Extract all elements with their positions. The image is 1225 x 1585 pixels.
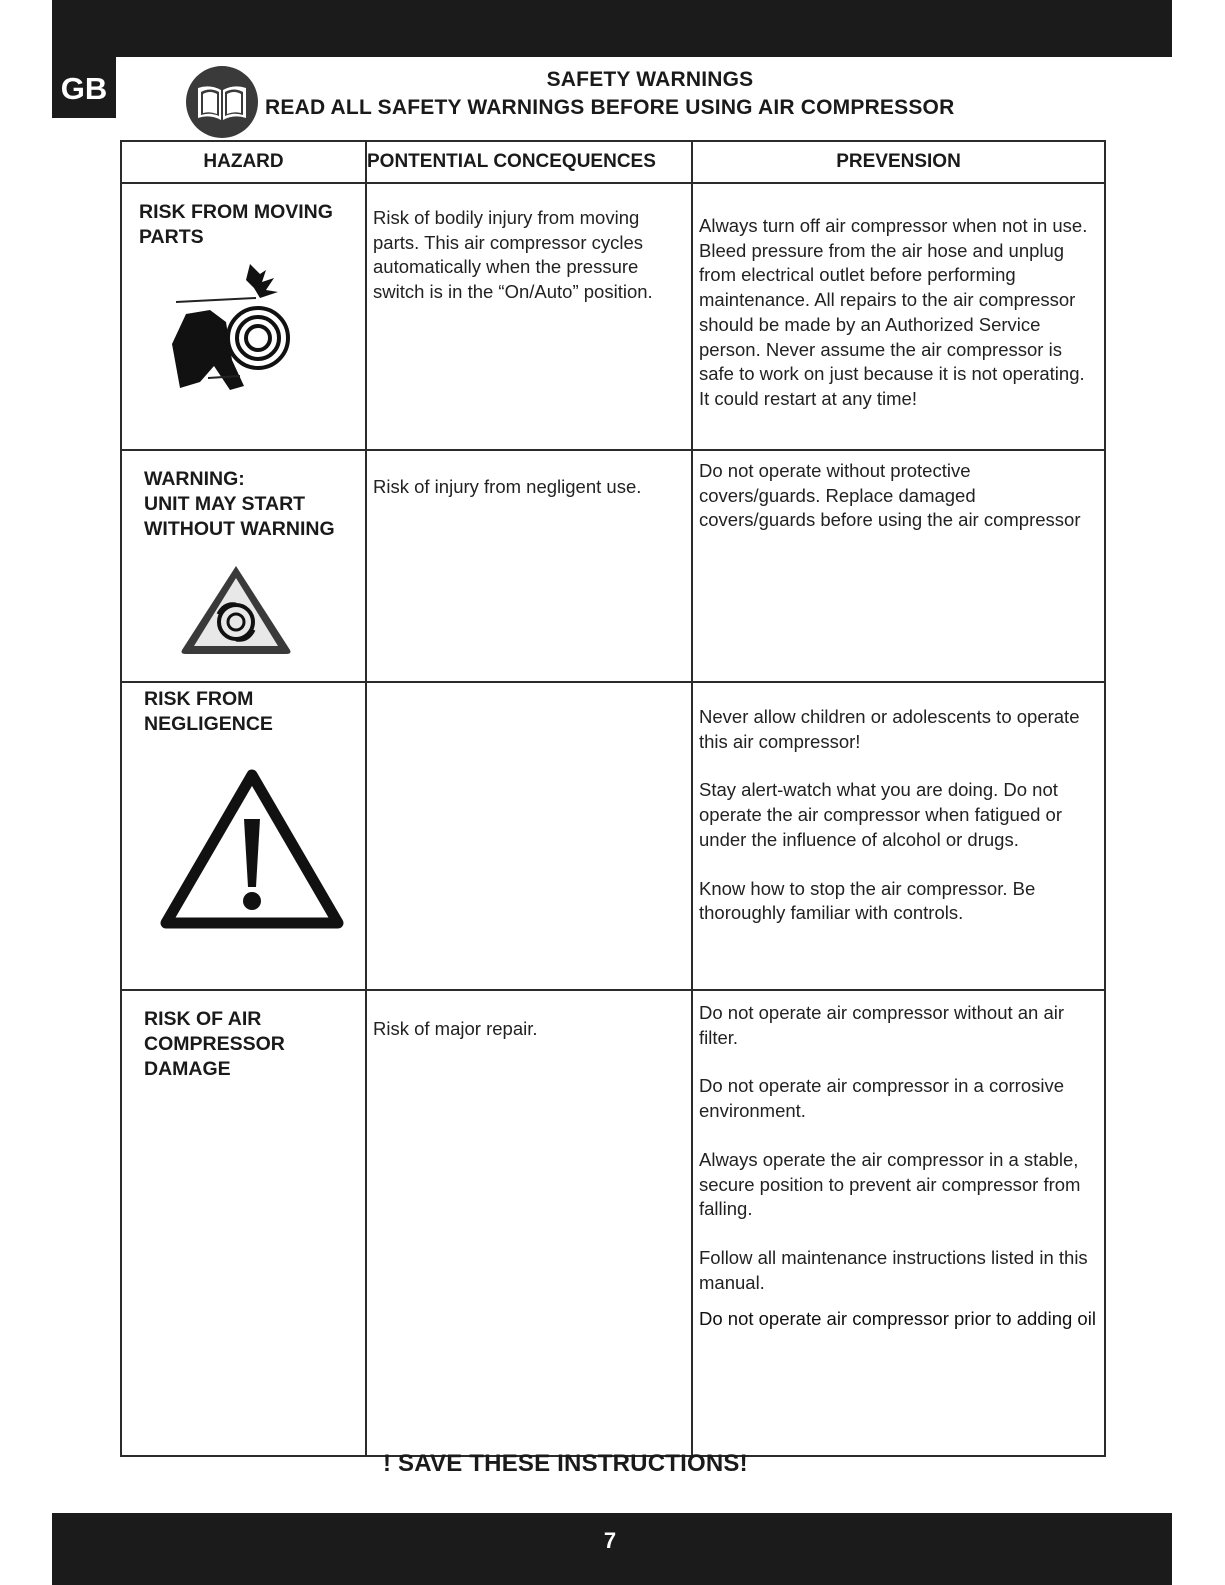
- book-icon: [186, 66, 258, 138]
- prevention-item: Never allow children or adolescents to operate this air compressor!: [699, 706, 1080, 752]
- hazard-cell: [121, 990, 366, 1456]
- top-bar: [52, 0, 1172, 57]
- prevention-list: [699, 459, 1096, 533]
- region-tab: GB: [52, 57, 116, 118]
- automatic-start-warning-icon: [178, 562, 365, 661]
- moving-parts-hand-icon: [170, 262, 365, 405]
- prevention-cell: [692, 183, 1105, 450]
- table-row: [121, 682, 1105, 990]
- prevention-item: Know how to stop the air compressor. Be thoroughly familiar with controls.: [699, 877, 1036, 924]
- table-row: [121, 990, 1105, 1456]
- table-row: [121, 183, 1105, 450]
- prevention-item: Do not operate air compressor in a corrosive environment.: [699, 1075, 1065, 1122]
- hazard-cell: [121, 183, 366, 450]
- safety-table: [120, 140, 1106, 1457]
- page-number: 7: [603, 1528, 617, 1553]
- hazard-cell: [121, 450, 366, 682]
- prevention-item: Do not operate air compressor prior to adding oil: [699, 1308, 1096, 1330]
- hazard-title: RISK OF AIR COMPRESSOR DAMAGE: [144, 1008, 285, 1080]
- consequence-text: Risk of injury from negligent use.: [373, 476, 642, 497]
- prevention-cell: [692, 990, 1105, 1456]
- column-header-prevention: PREVENSION: [692, 141, 1105, 183]
- exclamation-warning-icon: [160, 769, 365, 936]
- hazard-title: RISK FROM MOVING PARTS: [139, 201, 333, 248]
- hazard-title: WARNING: UNIT MAY START WITHOUT WARNING: [144, 468, 335, 540]
- prevention-item: Follow all maintenance instructions listed in this manual.: [699, 1246, 1088, 1293]
- prevention-cell: [692, 450, 1105, 682]
- hazard-title: RISK FROM NEGLIGENCE: [144, 688, 273, 735]
- consequence-cell: [366, 990, 692, 1456]
- save-instructions-notice: ! SAVE THESE INSTRUCTIONS!: [383, 1450, 748, 1477]
- table-header-row: [121, 141, 1105, 183]
- consequence-text: Risk of major repair.: [373, 1018, 538, 1039]
- column-header-consequences: PONTENTIAL CONCEQUENCES: [366, 141, 692, 183]
- consequence-text: Risk of bodily injury from moving parts. This air compressor cycles automatically when the pressure switch is in the “On/Auto” position.: [373, 207, 653, 303]
- prevention-item: Do not operate air compressor without an air filter.: [699, 1002, 1065, 1048]
- consequence-cell: [366, 682, 692, 990]
- prevention-item: Stay alert-watch what you are doing. Do not operate the air compressor when fatigued or under the influence of alcohol or drugs.: [699, 779, 1063, 850]
- page-subtitle: READ ALL SAFETY WARNINGS BEFORE USING AIR COMPRESSOR: [265, 96, 955, 119]
- hazard-cell: [121, 682, 366, 990]
- prevention-cell: [692, 682, 1105, 990]
- prevention-item: Always operate the air compressor in a stable, secure position to prevent air compressor from falling.: [699, 1148, 1081, 1220]
- column-header-hazard: HAZARD: [121, 141, 366, 183]
- prevention-item: Do not operate without protective covers/guards. Replace damaged covers/guards before using the air compressor: [699, 460, 1081, 531]
- prevention-list: [699, 705, 1096, 926]
- prevention-list: [699, 214, 1096, 412]
- prevention-list: [699, 1001, 1096, 1332]
- table-row: [121, 450, 1105, 682]
- prevention-item: Always turn off air compressor when not in use. Bleed pressure from the air hose and unplug from electrical outlet before performing maintenance. All repairs to the air compressor should be made by an Authorized Service person. Never assume the air compressor is safe to work on just because it is not operating. It could restart at any time!: [699, 215, 1088, 409]
- consequence-cell: [366, 183, 692, 450]
- page-title: SAFETY WARNINGS: [546, 68, 754, 91]
- consequence-cell: [366, 450, 692, 682]
